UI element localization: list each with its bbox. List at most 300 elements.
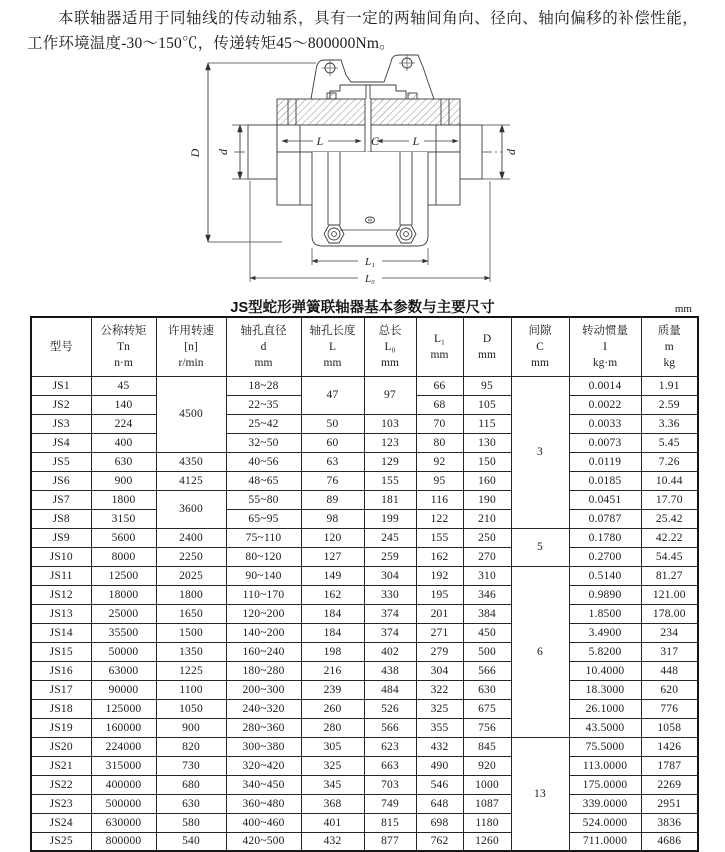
value-cell: 50000 (91, 642, 156, 661)
table-row (31, 813, 698, 832)
value-cell: 2951 (641, 794, 698, 813)
value-cell: 490 (416, 756, 463, 775)
value-cell: 129 (364, 452, 416, 471)
dim-label-L-left: L (316, 134, 324, 148)
table-row (31, 585, 698, 604)
value-cell: 1.91 (641, 376, 698, 395)
value-cell: 438 (364, 661, 416, 680)
value-cell: 123 (364, 433, 416, 452)
intro-paragraph: 本联轴器适用于同轴线的传动轴系，具有一定的两轴间角向、径向、轴向偏移的补偿性能，工作环境温度-30～150℃，传递转矩45～800000Nm。 (27, 10, 698, 52)
value-cell: 65~95 (226, 509, 301, 528)
column-header-model: 型号 (31, 317, 91, 376)
value-cell: 400~460 (226, 813, 301, 832)
shaft-stub-right (460, 125, 482, 179)
table-row (31, 623, 698, 642)
table-row (31, 547, 698, 566)
value-cell: 0.9890 (569, 585, 641, 604)
value-cell: 25~42 (226, 414, 301, 433)
value-cell: 113.0000 (569, 756, 641, 775)
table-row (31, 737, 698, 756)
value-cell: 130 (463, 433, 511, 452)
value-cell: 300~380 (226, 737, 301, 756)
value-cell: 325 (416, 699, 463, 718)
value-cell: 1787 (641, 756, 698, 775)
model-cell: JS25 (31, 832, 91, 851)
value-cell: 703 (364, 775, 416, 794)
value-cell: 75.5000 (569, 737, 641, 756)
value-cell: 540 (156, 832, 226, 851)
value-cell: 55~80 (226, 490, 301, 509)
value-cell: 330 (364, 585, 416, 604)
value-cell: 12500 (91, 566, 156, 585)
value-cell: 25.42 (641, 509, 698, 528)
value-cell: 48~65 (226, 471, 301, 490)
value-cell: 820 (156, 737, 226, 756)
spring-cover-inner (330, 85, 406, 99)
column-header-torque: 公称转矩 Tn n·m (91, 317, 156, 376)
value-cell: 322 (416, 680, 463, 699)
model-cell: JS6 (31, 471, 91, 490)
value-cell: 5.8200 (569, 642, 641, 661)
value-cell: 400000 (91, 775, 156, 794)
coupling-drawing-svg (178, 50, 544, 294)
value-cell: 95 (416, 471, 463, 490)
column-header-mass: 质量 m kg (641, 317, 698, 376)
value-cell: 80~120 (226, 547, 301, 566)
value-cell: 500000 (91, 794, 156, 813)
value-cell: 623 (364, 737, 416, 756)
value-cell: 900 (156, 718, 226, 737)
value-cell: 698 (416, 813, 463, 832)
value-cell: 315000 (91, 756, 156, 775)
dim-label-D: D (188, 148, 202, 158)
value-cell: 75~110 (226, 528, 301, 547)
value-cell: 115 (463, 414, 511, 433)
value-cell: 63 (301, 452, 364, 471)
value-cell: 648 (416, 794, 463, 813)
value-cell: 116 (416, 490, 463, 509)
value-cell: 400 (91, 433, 156, 452)
value-cell: 450 (463, 623, 511, 642)
value-cell: 127 (301, 547, 364, 566)
model-cell: JS13 (31, 604, 91, 623)
value-cell: 2250 (156, 547, 226, 566)
value-cell: 2025 (156, 566, 226, 585)
model-cell: JS23 (31, 794, 91, 813)
value-cell: 103 (364, 414, 416, 433)
value-cell: 280~360 (226, 718, 301, 737)
value-cell: 190 (463, 490, 511, 509)
value-cell: 776 (641, 699, 698, 718)
value-cell: 42.22 (641, 528, 698, 547)
unit-note: mm (674, 303, 692, 315)
table-row (31, 832, 698, 851)
value-cell: 402 (364, 642, 416, 661)
value-cell: 90000 (91, 680, 156, 699)
column-header-l1: L₁ mm (416, 317, 463, 376)
value-cell: 63000 (91, 661, 156, 680)
model-cell: JS11 (31, 566, 91, 585)
value-cell: 566 (463, 661, 511, 680)
value-cell: 401 (301, 813, 364, 832)
value-cell: 0.1780 (569, 528, 641, 547)
value-cell: 877 (364, 832, 416, 851)
model-cell: JS22 (31, 775, 91, 794)
value-cell: 1650 (156, 604, 226, 623)
table-row (31, 794, 698, 813)
value-cell: 432 (301, 832, 364, 851)
value-cell: 40~56 (226, 452, 301, 471)
parameters-table (30, 316, 699, 852)
value-cell: 2.59 (641, 395, 698, 414)
table-row (31, 376, 698, 395)
value-cell: 5600 (91, 528, 156, 547)
value-cell: 0.2700 (569, 547, 641, 566)
value-cell: 3150 (91, 509, 156, 528)
value-cell: 1180 (463, 813, 511, 832)
value-cell: 76 (301, 471, 364, 490)
model-cell: JS1 (31, 376, 91, 395)
value-cell: 8000 (91, 547, 156, 566)
value-cell: 98 (301, 509, 364, 528)
table-row (31, 528, 698, 547)
value-cell: 675 (463, 699, 511, 718)
value-cell: 224 (91, 414, 156, 433)
value-cell: 5.45 (641, 433, 698, 452)
value-cell: 3.4900 (569, 623, 641, 642)
value-cell: 80 (416, 433, 463, 452)
value-cell: 271 (416, 623, 463, 642)
value-cell: 3836 (641, 813, 698, 832)
value-cell: 762 (416, 832, 463, 851)
value-cell: 345 (301, 775, 364, 794)
value-cell: 815 (364, 813, 416, 832)
table-header-row (31, 317, 698, 376)
value-cell: 310 (463, 566, 511, 585)
column-header-bore-diameter: 轴孔直径 d mm (226, 317, 301, 376)
value-cell: 1100 (156, 680, 226, 699)
table-row (31, 471, 698, 490)
value-cell: 199 (364, 509, 416, 528)
value-cell: 0.5140 (569, 566, 641, 585)
value-cell: 620 (641, 680, 698, 699)
value-cell: 121.00 (641, 585, 698, 604)
value-cell: 374 (364, 623, 416, 642)
value-cell: 26.1000 (569, 699, 641, 718)
table-row (31, 433, 698, 452)
dim-label-d-right: d (504, 149, 518, 155)
value-cell: 355 (416, 718, 463, 737)
value-cell: 500 (463, 642, 511, 661)
value-cell: 210 (463, 509, 511, 528)
value-cell: 10.44 (641, 471, 698, 490)
value-cell: 432 (416, 737, 463, 756)
value-cell: 325 (301, 756, 364, 775)
table-row (31, 604, 698, 623)
value-cell: 13 (511, 737, 569, 851)
value-cell: 162 (416, 547, 463, 566)
flange-section-left (277, 99, 365, 125)
value-cell: 1800 (91, 490, 156, 509)
value-cell: 0.0073 (569, 433, 641, 452)
value-cell: 0.0119 (569, 452, 641, 471)
model-cell: JS2 (31, 395, 91, 414)
column-header-speed: 许用转速 [n] r/min (156, 317, 226, 376)
value-cell: 6 (511, 566, 569, 737)
value-cell: 630000 (91, 813, 156, 832)
table-row (31, 452, 698, 471)
value-cell: 0.0787 (569, 509, 641, 528)
value-cell: 4686 (641, 832, 698, 851)
model-cell: JS21 (31, 756, 91, 775)
table-row (31, 509, 698, 528)
column-header-big-d: D mm (463, 317, 511, 376)
bolt-head-right (408, 93, 417, 99)
value-cell: 160~240 (226, 642, 301, 661)
value-cell: 178.00 (641, 604, 698, 623)
value-cell: 45 (91, 376, 156, 395)
value-cell: 184 (301, 623, 364, 642)
value-cell: 384 (463, 604, 511, 623)
model-cell: JS15 (31, 642, 91, 661)
model-cell: JS14 (31, 623, 91, 642)
value-cell: 305 (301, 737, 364, 756)
value-cell: 279 (416, 642, 463, 661)
value-cell: 580 (156, 813, 226, 832)
value-cell: 4350 (156, 452, 226, 471)
value-cell: 54.45 (641, 547, 698, 566)
value-cell: 155 (416, 528, 463, 547)
value-cell: 200~300 (226, 680, 301, 699)
value-cell: 81.27 (641, 566, 698, 585)
value-cell: 0.0033 (569, 414, 641, 433)
value-cell: 201 (416, 604, 463, 623)
value-cell: 66 (416, 376, 463, 395)
value-cell: 566 (364, 718, 416, 737)
value-cell: 195 (416, 585, 463, 604)
model-cell: JS10 (31, 547, 91, 566)
value-cell: 304 (416, 661, 463, 680)
value-cell: 95 (463, 376, 511, 395)
value-cell: 546 (416, 775, 463, 794)
model-cell: JS8 (31, 509, 91, 528)
table-row (31, 566, 698, 585)
value-cell: 120 (301, 528, 364, 547)
value-cell: 90~140 (226, 566, 301, 585)
value-cell: 120~200 (226, 604, 301, 623)
value-cell: 70 (416, 414, 463, 433)
value-cell: 18~28 (226, 376, 301, 395)
value-cell: 32~50 (226, 433, 301, 452)
value-cell: 2269 (641, 775, 698, 794)
value-cell: 260 (301, 699, 364, 718)
value-cell: 105 (463, 395, 511, 414)
value-cell: 4500 (156, 376, 226, 452)
dim-label-C: C (370, 134, 380, 148)
value-cell: 756 (463, 718, 511, 737)
value-cell: 340~450 (226, 775, 301, 794)
value-cell: 630 (156, 794, 226, 813)
value-cell: 484 (364, 680, 416, 699)
value-cell: 368 (301, 794, 364, 813)
value-cell: 3.36 (641, 414, 698, 433)
model-cell: JS3 (31, 414, 91, 433)
model-cell: JS4 (31, 433, 91, 452)
value-cell: 711.0000 (569, 832, 641, 851)
spring-cover-bottom (312, 152, 428, 246)
value-cell: 22~35 (226, 395, 301, 414)
value-cell: 7.26 (641, 452, 698, 471)
table-row (31, 490, 698, 509)
value-cell: 25000 (91, 604, 156, 623)
model-cell: JS12 (31, 585, 91, 604)
value-cell: 149 (301, 566, 364, 585)
coupling-technical-drawing (178, 50, 544, 294)
value-cell: 320~420 (226, 756, 301, 775)
value-cell: 845 (463, 737, 511, 756)
value-cell: 198 (301, 642, 364, 661)
table-row (31, 756, 698, 775)
value-cell: 17.70 (641, 490, 698, 509)
value-cell: 346 (463, 585, 511, 604)
value-cell: 526 (364, 699, 416, 718)
table-row (31, 680, 698, 699)
table-row (31, 642, 698, 661)
value-cell: 1426 (641, 737, 698, 756)
value-cell: 155 (364, 471, 416, 490)
value-cell: 224000 (91, 737, 156, 756)
value-cell: 110~170 (226, 585, 301, 604)
value-cell: 280 (301, 718, 364, 737)
value-cell: 663 (364, 756, 416, 775)
value-cell: 10.4000 (569, 661, 641, 680)
value-cell: 162 (301, 585, 364, 604)
model-cell: JS24 (31, 813, 91, 832)
value-cell: 374 (364, 604, 416, 623)
value-cell: 339.0000 (569, 794, 641, 813)
value-cell: 920 (463, 756, 511, 775)
value-cell: 730 (156, 756, 226, 775)
value-cell: 122 (416, 509, 463, 528)
value-cell: 2400 (156, 528, 226, 547)
value-cell: 3 (511, 376, 569, 528)
table-row (31, 718, 698, 737)
value-cell: 160 (463, 471, 511, 490)
value-cell: 1050 (156, 699, 226, 718)
model-cell: JS5 (31, 452, 91, 471)
value-cell: 420~500 (226, 832, 301, 851)
table-title: JS型蛇形弹簧联轴器基本参数与主要尺寸 (230, 300, 495, 316)
value-cell: 630 (463, 680, 511, 699)
value-cell: 150 (463, 452, 511, 471)
value-cell: 1087 (463, 794, 511, 813)
model-cell: JS7 (31, 490, 91, 509)
column-header-total-length: 总长 L₀ mm (364, 317, 416, 376)
value-cell: 1350 (156, 642, 226, 661)
value-cell: 0.0451 (569, 490, 641, 509)
flange-section-right (371, 99, 460, 125)
value-cell: 448 (641, 661, 698, 680)
value-cell: 630 (91, 452, 156, 471)
value-cell: 68 (416, 395, 463, 414)
value-cell: 1000 (463, 775, 511, 794)
value-cell: 304 (364, 566, 416, 585)
value-cell: 360~480 (226, 794, 301, 813)
value-cell: 175.0000 (569, 775, 641, 794)
value-cell: 216 (301, 661, 364, 680)
column-header-inertia: 转动惯量 I kg·m (569, 317, 641, 376)
value-cell: 160000 (91, 718, 156, 737)
value-cell: 240~320 (226, 699, 301, 718)
shaft-stub-left (248, 125, 277, 179)
dim-label-d-left: d (216, 149, 230, 155)
value-cell: 125000 (91, 699, 156, 718)
value-cell: 35500 (91, 623, 156, 642)
column-header-clearance: 间隙 C mm (511, 317, 569, 376)
value-cell: 184 (301, 604, 364, 623)
dim-label-L-right: L (412, 134, 420, 148)
value-cell: 239 (301, 680, 364, 699)
value-cell: 18000 (91, 585, 156, 604)
table-row (31, 661, 698, 680)
value-cell: 1500 (156, 623, 226, 642)
spring-cover-top (311, 55, 434, 99)
model-cell: JS18 (31, 699, 91, 718)
value-cell: 43.5000 (569, 718, 641, 737)
value-cell: 97 (364, 376, 416, 414)
dim-label-L0: L₀ (365, 273, 375, 285)
value-cell: 4125 (156, 471, 226, 490)
value-cell: 0.0185 (569, 471, 641, 490)
value-cell: 180~280 (226, 661, 301, 680)
table-row (31, 775, 698, 794)
value-cell: 680 (156, 775, 226, 794)
dim-label-L1: L₁ (365, 256, 375, 268)
table-row (31, 414, 698, 433)
value-cell: 1800 (156, 585, 226, 604)
table-body (31, 376, 698, 851)
value-cell: 0.0022 (569, 395, 641, 414)
value-cell: 250 (463, 528, 511, 547)
value-cell: 1225 (156, 661, 226, 680)
value-cell: 524.0000 (569, 813, 641, 832)
value-cell: 317 (641, 642, 698, 661)
value-cell: 749 (364, 794, 416, 813)
table-row (31, 699, 698, 718)
value-cell: 1.8500 (569, 604, 641, 623)
model-cell: JS17 (31, 680, 91, 699)
model-cell: JS20 (31, 737, 91, 756)
value-cell: 89 (301, 490, 364, 509)
model-cell: JS19 (31, 718, 91, 737)
value-cell: 234 (641, 623, 698, 642)
value-cell: 1260 (463, 832, 511, 851)
value-cell: 1058 (641, 718, 698, 737)
value-cell: 140 (91, 395, 156, 414)
model-cell: JS9 (31, 528, 91, 547)
value-cell: 140~200 (226, 623, 301, 642)
bolt-head-left (327, 93, 336, 99)
value-cell: 47 (301, 376, 364, 414)
value-cell: 800000 (91, 832, 156, 851)
value-cell: 50 (301, 414, 364, 433)
value-cell: 18.3000 (569, 680, 641, 699)
value-cell: 0.0014 (569, 376, 641, 395)
value-cell: 245 (364, 528, 416, 547)
column-header-bore-length: 轴孔长度 L mm (301, 317, 364, 376)
value-cell: 60 (301, 433, 364, 452)
value-cell: 259 (364, 547, 416, 566)
